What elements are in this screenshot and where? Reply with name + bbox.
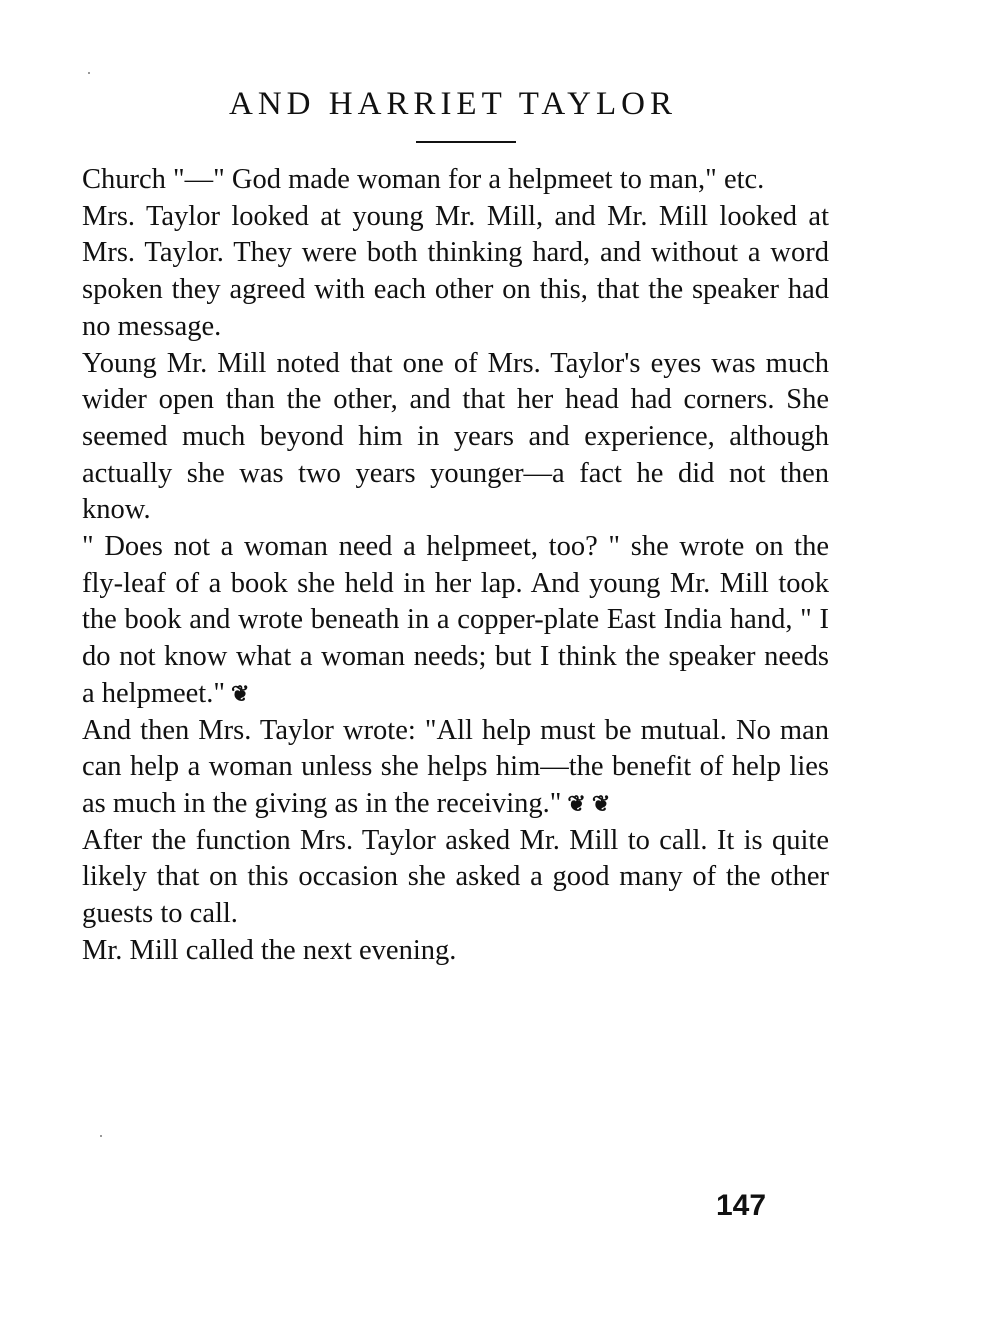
header-rule xyxy=(416,141,516,143)
leaf-ornament-icon: ❦ xyxy=(231,680,250,706)
paragraph-text: After the function Mrs. Taylor asked Mr. Mill to call. It is quite likely that on this occasion she asked a good many of the other guests to call. xyxy=(82,824,829,930)
paragraph xyxy=(82,713,829,823)
paragraph-text: Church "—" God made woman for a helpmeet to man," etc. xyxy=(82,164,765,195)
paragraph xyxy=(82,346,829,530)
page-number: 147 xyxy=(716,1189,767,1222)
paragraph xyxy=(82,162,829,199)
paragraph xyxy=(82,529,829,713)
paragraph-text: Mr. Mill called the next evening. xyxy=(82,934,457,966)
paragraph-text: And then Mrs. Taylor wrote: "All help must be mutual. No man can help a woman unless she helps him—the benefit of help lies as much in the giving as in the receiving." xyxy=(82,714,829,819)
body-text xyxy=(82,162,829,969)
paragraph xyxy=(82,933,829,970)
leaf-ornament-icon: ❦ xyxy=(591,790,611,816)
paragraph-text: Mrs. Taylor looked at young Mr. Mill, and Mr. Mill looked at Mrs. Taylor. They were both thinking hard, and without a word spoken they agreed with each other on this, that the speaker had no message. xyxy=(82,200,829,342)
leaf-ornament-icon: ❦ xyxy=(567,790,586,816)
paper-speck xyxy=(88,72,90,74)
paper-speck xyxy=(100,1135,102,1137)
running-title: AND HARRIET TAYLOR xyxy=(229,86,677,122)
paragraph xyxy=(82,823,829,933)
paragraph-text: " Does not a woman need a helpmeet, too? " she wrote on the fly-leaf of a book she held in her lap. And young Mr. Mill took the book and wrote beneath in a copper-plate East India hand, " I do not know what a woman needs; but I think the speaker needs a helpmeet." xyxy=(82,531,829,709)
paragraph-text: Young Mr. Mill noted that one of Mrs. Taylor's eyes was much wider open than the other, and that her head had corners. She seemed much beyond him in years and experience, although actually she was two years younger—a fact he did not then know. xyxy=(82,347,829,526)
paragraph xyxy=(82,199,829,346)
